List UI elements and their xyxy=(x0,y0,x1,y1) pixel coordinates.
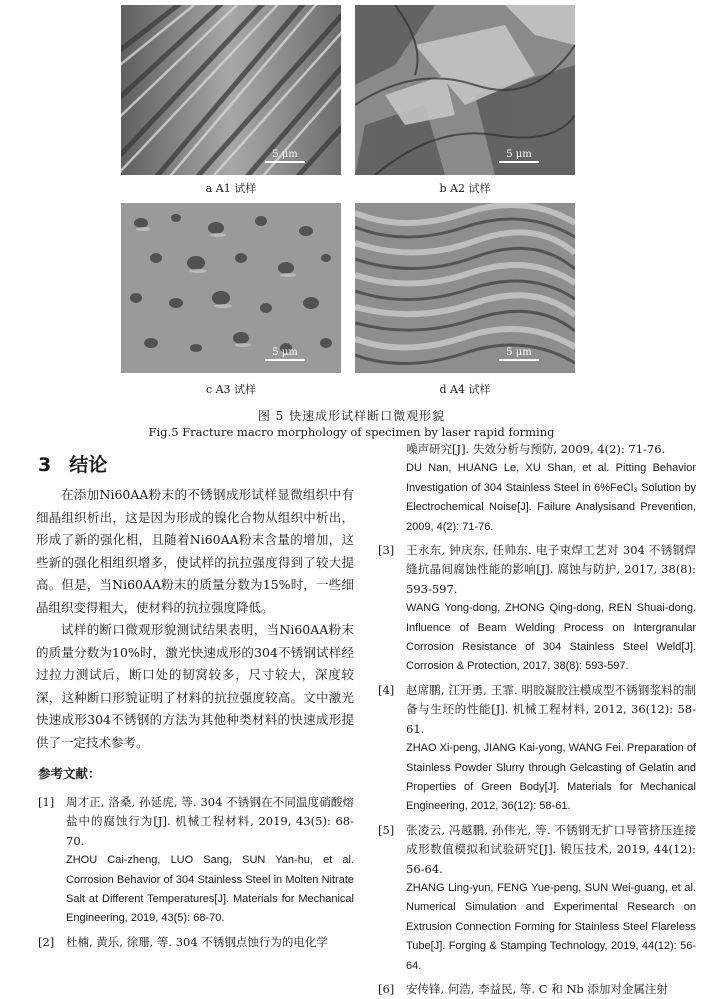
reference-cn: 噪声研究[J]. 失效分析与预防, 2009, 4(2): 71-76. xyxy=(406,442,666,456)
reference-number: [6] xyxy=(378,981,395,996)
scale-bar xyxy=(499,161,539,163)
reference-en: ZHAO Xi-peng, JIANG Kai-yong, WANG Fei. Preparation of Stainless Powder Slurry through Gelcasting of Gelatin and Properties of Green Body[J]. Materials for Mechanical Engineering, 2012, 36(12): 58-61. xyxy=(406,742,696,813)
reference-cn: 王永东, 钟庆东, 任帅东. 电子束焊工艺对 304 不锈钢焊缝抗晶间腐蚀性能的影响[J]. 腐蚀与防护, 2017, 38(8): 593-597. xyxy=(406,543,696,596)
reference-number: [1] xyxy=(38,795,55,809)
sem-lamellar-micrograph-icon xyxy=(355,203,575,373)
reference-cn: 周才正, 洛桑, 孙延虎, 等. 304 不锈钢在不同温度硝酸熔盐中的腐蚀行为[J]. 机械工程材料, 2019, 43(5): 68-70. xyxy=(66,795,354,848)
micrograph-d xyxy=(355,203,575,373)
reference-cn: 赵席鹏, 江开勇, 王霏. 明胶凝胶注模成型不锈钢浆料的制备与生坯的性能[J]. 机械工程材料, 2012, 36(12): 58-61. xyxy=(406,682,696,736)
reference-number: [3] xyxy=(378,543,395,558)
reference-number: [5] xyxy=(378,822,395,837)
reference-en: ZHANG Ling-yun, FENG Yue-peng, SUN Wei-guang, et al. Numerical Simulation and Experimental Research on Extrusion Connection Forming for Stainless Steel Flareless Tube[J]. Forging & Stamping Technology, 2019, 44(12): 56-64. xyxy=(406,881,696,972)
figure-caption-cn: 图 5 快速成形试样断口微观形貌 xyxy=(257,409,446,423)
reference-cn: 杜楠, 黄乐, 徐珊, 等. 304 不锈钢点蚀行为的电化学 xyxy=(66,934,328,949)
sem-dimple-micrograph-icon xyxy=(121,203,341,373)
micrograph-a xyxy=(121,5,341,175)
references-title: 参考文献： xyxy=(38,766,101,781)
panel-label-a: a A1 试样 xyxy=(205,182,257,195)
reference-en: WANG Yong-dong, ZHONG Qing-dong, REN Shuai-dong. Influence of Beam Welding Process on Intergranular Corrosion Resistance of 304 Stainless Steel Weld[J]. Corrosion & Protection, 2017, 38(8): 593-597. xyxy=(406,602,696,673)
micrograph-b xyxy=(355,5,575,175)
panel-label-c: c A3 试样 xyxy=(205,383,257,396)
section-heading xyxy=(38,450,107,477)
scale-label: 5 μm xyxy=(506,149,532,160)
references-list-left xyxy=(38,793,354,952)
references-list-right xyxy=(378,440,696,999)
figure-caption-en: Fig.5 Fracture macro morphology of specimen by laser rapid forming xyxy=(148,425,555,439)
section-title: 结论 xyxy=(69,454,108,476)
reference-item xyxy=(378,980,696,999)
reference-en: ZHOU Cai-zheng, LUO Sang, SUN Yan-hu, et al. Corrosion Behavior of 304 Stainless Steel in Molten Nitrate Salt at Different Temperatures[J]. Materials for Mechanical Engineering, 2019, 43(5): 68-70. xyxy=(66,854,354,925)
reference-en: DU Nan, HUANG Le, XU Shan, et al. Pitting Behavior Investigation of 304 Stainless Steel in 6%FeCl₃ Solution by Electrochemical Noise[J]. Failure Analysisand Prevention, 2009, 4(2): 71-76. xyxy=(406,462,696,533)
panel-label-d: d A4 试样 xyxy=(439,383,491,396)
sem-cleavage-micrograph-icon xyxy=(355,5,575,175)
scale-label: 5 μm xyxy=(272,149,298,160)
reference-cn: 张凌云, 冯越鹏, 孙伟光, 等. 不锈钢无扩口导管挤压连接成形数值模拟和试验研究[J]. 锻压技术, 2019, 44(12): 56-64. xyxy=(406,822,696,876)
scale-bar xyxy=(265,161,305,163)
reference-item xyxy=(38,933,354,952)
scale-label: 5 μm xyxy=(272,347,298,358)
reference-item xyxy=(378,440,696,537)
reference-item xyxy=(378,681,696,817)
scale-bar xyxy=(499,359,539,361)
reference-item xyxy=(38,793,354,929)
reference-number: [4] xyxy=(378,682,395,697)
conclusion-body xyxy=(36,484,354,754)
scale-bar xyxy=(265,359,305,361)
reference-cn: 安传锋, 何浩, 李益民, 等. C 和 Nb 添加对金属注射 xyxy=(406,981,668,996)
paragraph: 试样的断口微观形貌测试结果表明，当Ni60AA粉末的质量分数为10%时，激光快速成形的304不锈钢试样经过拉力测试后，断口处的韧窝较多，尺寸较大，深度较深，这种断口形貌证明了材料的抗拉强度较高。文中激光快速成形304不锈钢的方法为其他种类材料的快速成形提供了一定技术参考。 xyxy=(36,622,354,750)
panel-label-b: b A2 试样 xyxy=(439,182,491,195)
micrograph-c xyxy=(121,203,341,373)
reference-item xyxy=(378,821,696,976)
scale-label: 5 μm xyxy=(506,347,532,358)
section-number: 3 xyxy=(38,454,52,476)
reference-item xyxy=(378,541,696,677)
sem-ridged-micrograph-icon xyxy=(121,5,341,175)
paragraph: 在添加Ni60AA粉末的不锈钢成形试样显微组织中有细晶组织析出，这是因为形成的镍化合物从组织中析出，形成了新的强化相，且随着Ni60AA粉末含量的增加，这些新的强化相组织增多，使试样的抗拉强度得到了较大提高。但是，当Ni60AA粉末的质量分数为15%时，一些细晶组织变得粗大，使材料的抗拉强度降低。 xyxy=(36,487,354,615)
reference-number: [2] xyxy=(38,934,55,949)
